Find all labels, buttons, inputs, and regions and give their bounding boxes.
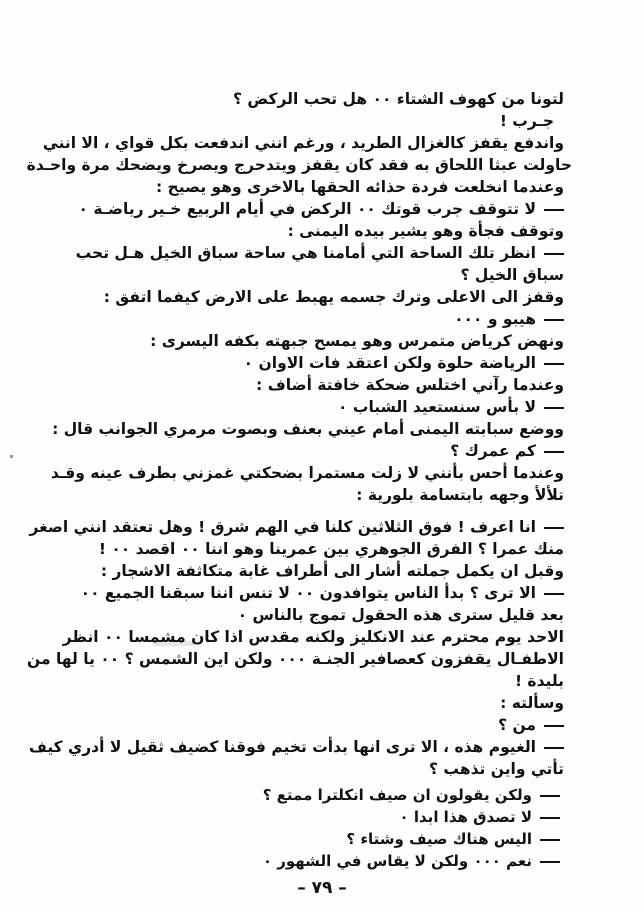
dialogue-dash <box>544 527 564 529</box>
text-line: منك عمرا ؟ الفرق الجوهري بين عمرينا وهو اننا ٠٠ اقصد ٠٠ ! <box>98 540 564 558</box>
text-line: ووضع سبابته اليمنى أمام عيني بعنف وبصوت مرمري الجوانب قال : <box>52 420 564 438</box>
dialogue-dash <box>544 363 564 365</box>
text-line: وقبل ان يكمل جملته أشار الى أطراف غابة متكاثفة الاشجار : <box>100 562 564 580</box>
dialogue-dash <box>544 319 564 321</box>
dialogue-text: كم عمرك ؟ <box>450 442 536 460</box>
dialogue-text: الا ترى ؟ بدأ الناس يتوافدون ٠٠ لا تنس اننا سبقنا الجميع ٠٠ <box>80 584 536 602</box>
dialogue-dash <box>544 407 564 409</box>
text-line: بعد قليل سترى هذه الحقول تموج بالناس ٠ <box>237 606 564 624</box>
dialogue-text: لا بأس سنستعيد الشباب ٠ <box>338 398 536 416</box>
text-line: وقفز الى الاعلى وترك جسمه يهبط على الارض كيفما اتفق : <box>103 288 564 306</box>
page-number: – ٧٩ – <box>297 878 347 898</box>
dialogue-dash <box>540 795 560 797</box>
text-line: لتونا من كهوف الشتاء ٠٠ هل تحب الركض ؟ <box>232 90 564 108</box>
text-line: حاولت عبثا اللحاق به فقد كان يقفز ويتدحرج ويصرخ ويضحك مرة واحـدة <box>26 156 572 174</box>
dialogue-dash <box>540 861 560 863</box>
dialogue-text: من ؟ <box>498 716 536 734</box>
text-line: واندفع يقفز كالغزال الطريد ، ورغم انني اندفعت بكل قواي ، الا انني <box>42 134 564 152</box>
dialogue-line <box>80 582 564 604</box>
text-line: جـرب ! <box>499 112 554 130</box>
dialogue-dash <box>544 209 564 211</box>
dialogue-text: هيبو و ٠٠٠ <box>454 310 536 328</box>
dialogue-text: انا اعرف ! فوق الثلاثين كلنا في الهم شرق ! وهل تعتقد انني اصغر <box>29 518 536 536</box>
text-line: وتوقف فجأة وهو يشير بيده اليمنى : <box>287 222 564 240</box>
dialogue-line <box>76 784 560 806</box>
dialogue-line <box>28 736 564 758</box>
dialogue-line <box>80 198 564 220</box>
dialogue-dash <box>544 253 564 255</box>
text-line: سباق الخيل ؟ <box>460 266 564 284</box>
text-line: وعندما رآني اختلس ضحكة خافتة أضاف : <box>256 376 564 394</box>
dialogue-dash <box>544 451 564 453</box>
text-line: بليدة ! <box>514 672 564 690</box>
dialogue-line <box>80 714 564 736</box>
text-line: تلألأ وجهه بابتسامة بلورية : <box>356 486 564 504</box>
text-line: الاطفـال يقفزون كعصافير الجنـة ٠٠٠ ولكن اين الشمس ؟ ٠٠ يا لها من <box>27 650 564 668</box>
dialogue-line <box>80 440 564 462</box>
text-line: ونهض كرياض متمرس وهو يمسح جبهته بكفه اليسرى : <box>150 332 564 350</box>
dialogue-line <box>80 396 564 418</box>
text-line: تأتي واين تذهب ؟ <box>429 760 564 778</box>
dialogue-dash <box>540 817 560 819</box>
dialogue-text: اليس هناك صيف وشتاء ؟ <box>346 830 532 848</box>
dialogue-text: نعم ٠٠٠ ولكن لا يقاس في الشهور ٠ <box>262 852 532 870</box>
dialogue-line <box>80 352 564 374</box>
dialogue-dash <box>540 839 560 841</box>
dialogue-line <box>76 828 560 850</box>
dialogue-text: الغيوم هذه ، الا ترى انها بدأت تخيم فوقنا كضيف ثقيل لا أدري كيف <box>28 738 536 756</box>
dialogue-text: لا تصدق هذا ابدا ٠ <box>399 808 532 826</box>
dialogue-line <box>80 308 564 330</box>
text-line: وعندما أحس بأنني لا زلت مستمرا بضحكتي غمزني بطرف عينه وقـد <box>50 464 564 482</box>
text-line: وسألته : <box>500 694 564 712</box>
dialogue-line <box>76 806 560 828</box>
text-line: الاحد يوم محترم عند الانكليز ولكنه مقدس اذا كان مشمسا ٠٠ انظر <box>62 628 564 646</box>
dialogue-line <box>75 242 564 264</box>
dialogue-text: لا تتوقف جرب قوتك ٠٠ الركض في أيام الربيع خـير رياضـة ٠ <box>78 200 536 218</box>
dialogue-dash <box>544 593 564 595</box>
dialogue-text: الرياضة حلوة ولكن اعتقد فات الاوان ٠ <box>243 354 536 372</box>
scan-speck <box>10 455 13 458</box>
dialogue-line <box>29 516 564 538</box>
dialogue-text: ولكن يقولون ان صيف انكلترا ممتع ؟ <box>262 786 532 804</box>
dialogue-dash <box>544 747 564 749</box>
dialogue-dash <box>544 725 564 727</box>
text-line: وعندما انخلعت فردة حذائه الحقها بالاخرى وهو يصيح : <box>155 178 564 196</box>
dialogue-line <box>76 850 560 872</box>
dialogue-text: انظر تلك الساحة التي أمامنا هي ساحة سباق الخيل هـل تحب <box>75 244 536 262</box>
